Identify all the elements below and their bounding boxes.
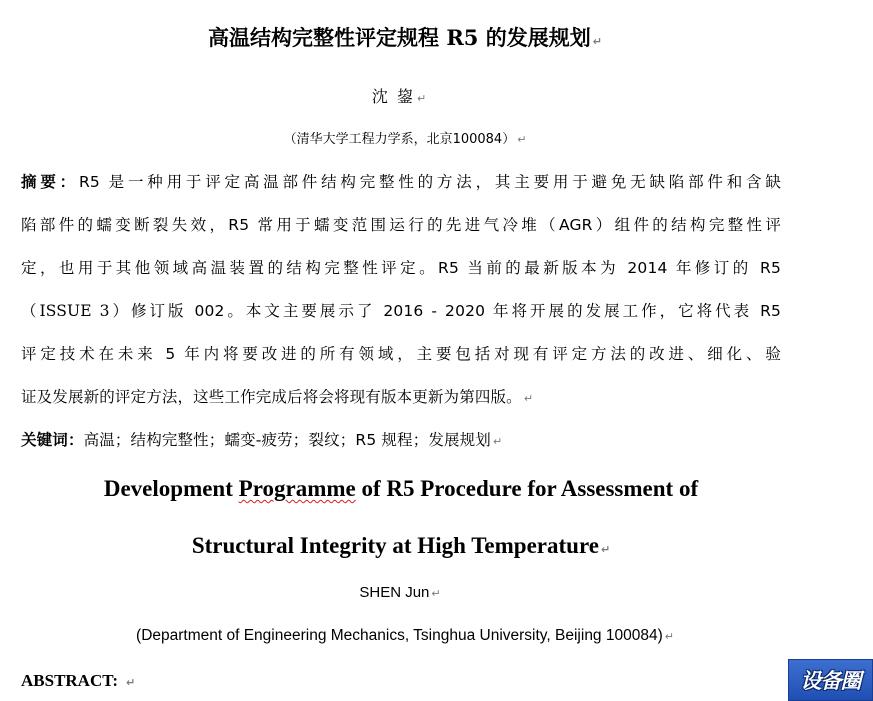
watermark-logo: [788, 659, 873, 701]
english-title-text: of R5 Procedure for Assessment of: [355, 476, 699, 501]
abstract-text: 证及发展新的评定方法，这些工作完成后将会将现有版本更新为第四版。: [21, 388, 522, 406]
abstract-line-6: [21, 385, 781, 407]
english-abstract-label: ABSTRACT:: [21, 671, 118, 690]
english-affiliation: [0, 627, 810, 645]
english-title-text: Structural Integrity at High Temperature: [191, 533, 599, 558]
keywords-text: 高温；结构完整性；蠕变-疲劳；裂纹；R5 规程；发展规划: [83, 431, 491, 449]
english-author: [0, 584, 800, 601]
abstract-line-4: [21, 299, 781, 321]
english-author-text: SHEN Jun: [359, 584, 430, 601]
chinese-title-text: 高温结构完整性评定规程 R5 的发展规划: [208, 25, 591, 50]
chinese-affiliation: [0, 128, 810, 147]
abstract-line-2: 陷部件的蠕变断裂失效，R5 常用于蠕变范围运行的先进气冷堆（AGR）组件的结构完整性评: [21, 216, 781, 234]
abstract-label: 摘要：: [21, 173, 79, 191]
paragraph-mark: ↵: [492, 435, 503, 448]
paragraph-mark: ↵: [600, 543, 611, 556]
keywords-line: [21, 428, 781, 450]
chinese-author-text: 沈 鋆: [371, 87, 415, 106]
english-title-line-2: [0, 533, 802, 559]
paragraph-mark: ↵: [523, 392, 534, 405]
chinese-affiliation-text: （清华大学工程力学系，北京100084）: [283, 132, 516, 147]
paragraph-mark: ↵: [125, 676, 136, 689]
english-abstract-heading: [21, 671, 135, 691]
chinese-title: [0, 22, 810, 52]
chinese-author: [0, 84, 800, 107]
abstract-line-1: [21, 170, 781, 192]
spellcheck-flagged-word[interactable]: Programme: [238, 476, 356, 501]
abstract-line-3: 定，也用于其他领域高温装置的结构完整性评定。R5 当前的最新版本为 2014 年修订的 R5: [21, 259, 781, 277]
english-affiliation-text: (Department of Engineering Mechanics, Tsinghua University, Beijing 100084): [136, 627, 663, 644]
abstract-text: R5 是一种用于评定高温部件结构完整性的方法，其主要用于避免无缺陷部件和含缺: [78, 173, 781, 191]
paragraph-mark: ↵: [416, 92, 429, 105]
english-title-line-1: [0, 476, 802, 502]
paragraph-mark: ↵: [431, 587, 441, 600]
paragraph-mark: ↵: [517, 133, 527, 146]
issue-text: （ISSUE 3）: [21, 302, 132, 320]
keywords-label: 关键词：: [21, 431, 84, 449]
paragraph-mark: ↵: [592, 35, 602, 48]
english-title-text: Development: [103, 476, 239, 501]
abstract-text: 修订版 002。本文主要展示了 2016 - 2020 年将开展的发展工作，它将代表 R5: [131, 302, 782, 320]
abstract-line-5: 评定技术在未来 5 年内将要改进的所有领域，主要包括对现有评定方法的改进、细化、验: [21, 345, 781, 363]
watermark-text: 设备圈: [800, 669, 861, 693]
paragraph-mark: ↵: [664, 630, 674, 643]
